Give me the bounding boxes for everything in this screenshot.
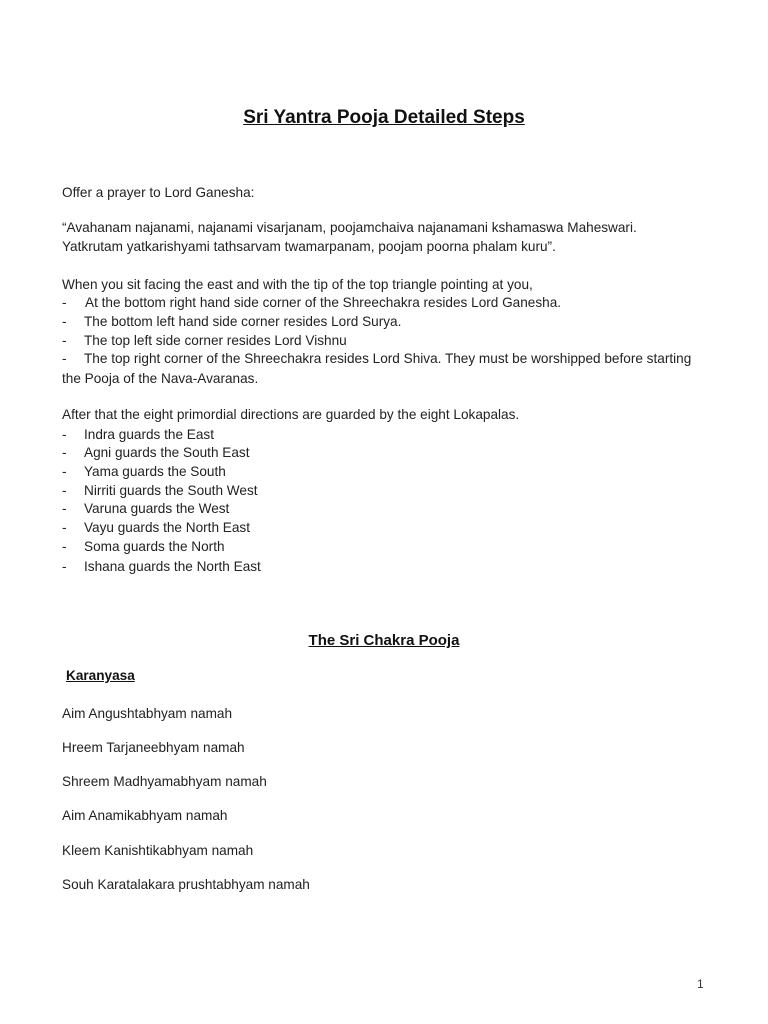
list-dash: -: [62, 464, 67, 479]
lokapala-text: Nirriti guards the South West: [84, 483, 258, 498]
lokapala-item: [62, 444, 250, 462]
lokapala-item: [62, 558, 261, 576]
mantra-line: Souh Karatalakara prushtabhyam namah: [62, 877, 310, 892]
lokapala-item: [62, 519, 250, 537]
corner-item: [62, 313, 401, 331]
corner-item: [62, 294, 561, 312]
prayer-line: Yatkrutam yatkarishyami tathsarvam twamarpanam, poojam poorna phalam kuru”.: [62, 239, 556, 254]
corner-text: The top left side corner resides Lord Vishnu: [84, 333, 347, 348]
section-title: The Sri Chakra Pooja: [308, 632, 460, 649]
list-dash: -: [62, 501, 67, 516]
list-dash: -: [62, 483, 67, 498]
list-dash: -: [62, 520, 67, 535]
list-dash: -: [62, 445, 67, 460]
lokapala-text: Soma guards the North: [84, 539, 225, 554]
mantra-line: Kleem Kanishtikabhyam namah: [62, 843, 254, 858]
lokapala-text: Agni guards the South East: [84, 445, 250, 460]
corner-item: [62, 332, 347, 350]
lokapala-item: [62, 463, 226, 481]
section-heading: Karanyasa: [66, 668, 135, 683]
corner-text: The top right corner of the Shreechakra resides Lord Shiva. They must be worshipped before starting: [84, 351, 692, 366]
lokapala-text: Varuna guards the West: [84, 501, 230, 516]
facing-intro: When you sit facing the east and with the tip of the top triangle pointing at you,: [62, 277, 533, 292]
list-dash: -: [62, 314, 67, 329]
lokapala-item: [62, 482, 258, 500]
list-dash: -: [62, 539, 67, 554]
corner-item: [62, 350, 691, 368]
corner-text: The bottom left hand side corner resides Lord Surya.: [84, 314, 402, 329]
list-dash: -: [62, 427, 67, 442]
corner-continuation: the Pooja of the Nava-Avaranas.: [62, 371, 259, 386]
mantra-line: Hreem Tarjaneebhyam namah: [62, 740, 245, 755]
page-title: Sri Yantra Pooja Detailed Steps: [243, 107, 525, 128]
lokapala-item: [62, 426, 214, 444]
mantra-line: Aim Angushtabhyam namah: [62, 706, 233, 721]
mantra-line: Aim Anamikabhyam namah: [62, 808, 228, 823]
lokapala-text: Vayu guards the North East: [84, 520, 250, 535]
list-dash: -: [62, 559, 67, 574]
lokapala-text: Indra guards the East: [84, 427, 214, 442]
intro-text: Offer a prayer to Lord Ganesha:: [62, 185, 255, 200]
lokapala-text: Ishana guards the North East: [84, 559, 261, 574]
prayer-line: “Avahanam najanami, najanami visarjanam, poojamchaiva najanamani kshamaswa Maheswari.: [62, 220, 637, 235]
list-dash: -: [62, 351, 67, 366]
lokapala-item: [62, 500, 229, 518]
corner-text: At the bottom right hand side corner of the Shreechakra resides Lord Ganesha.: [85, 295, 562, 310]
lokapala-item: [62, 538, 225, 556]
lokapala-text: Yama guards the South: [84, 464, 226, 479]
lokapala-intro: After that the eight primordial directions are guarded by the eight Lokapalas.: [62, 407, 520, 422]
mantra-line: Shreem Madhyamabhyam namah: [62, 774, 267, 789]
list-dash: -: [62, 295, 67, 310]
list-dash: -: [62, 333, 67, 348]
page-number: 1: [697, 977, 704, 991]
